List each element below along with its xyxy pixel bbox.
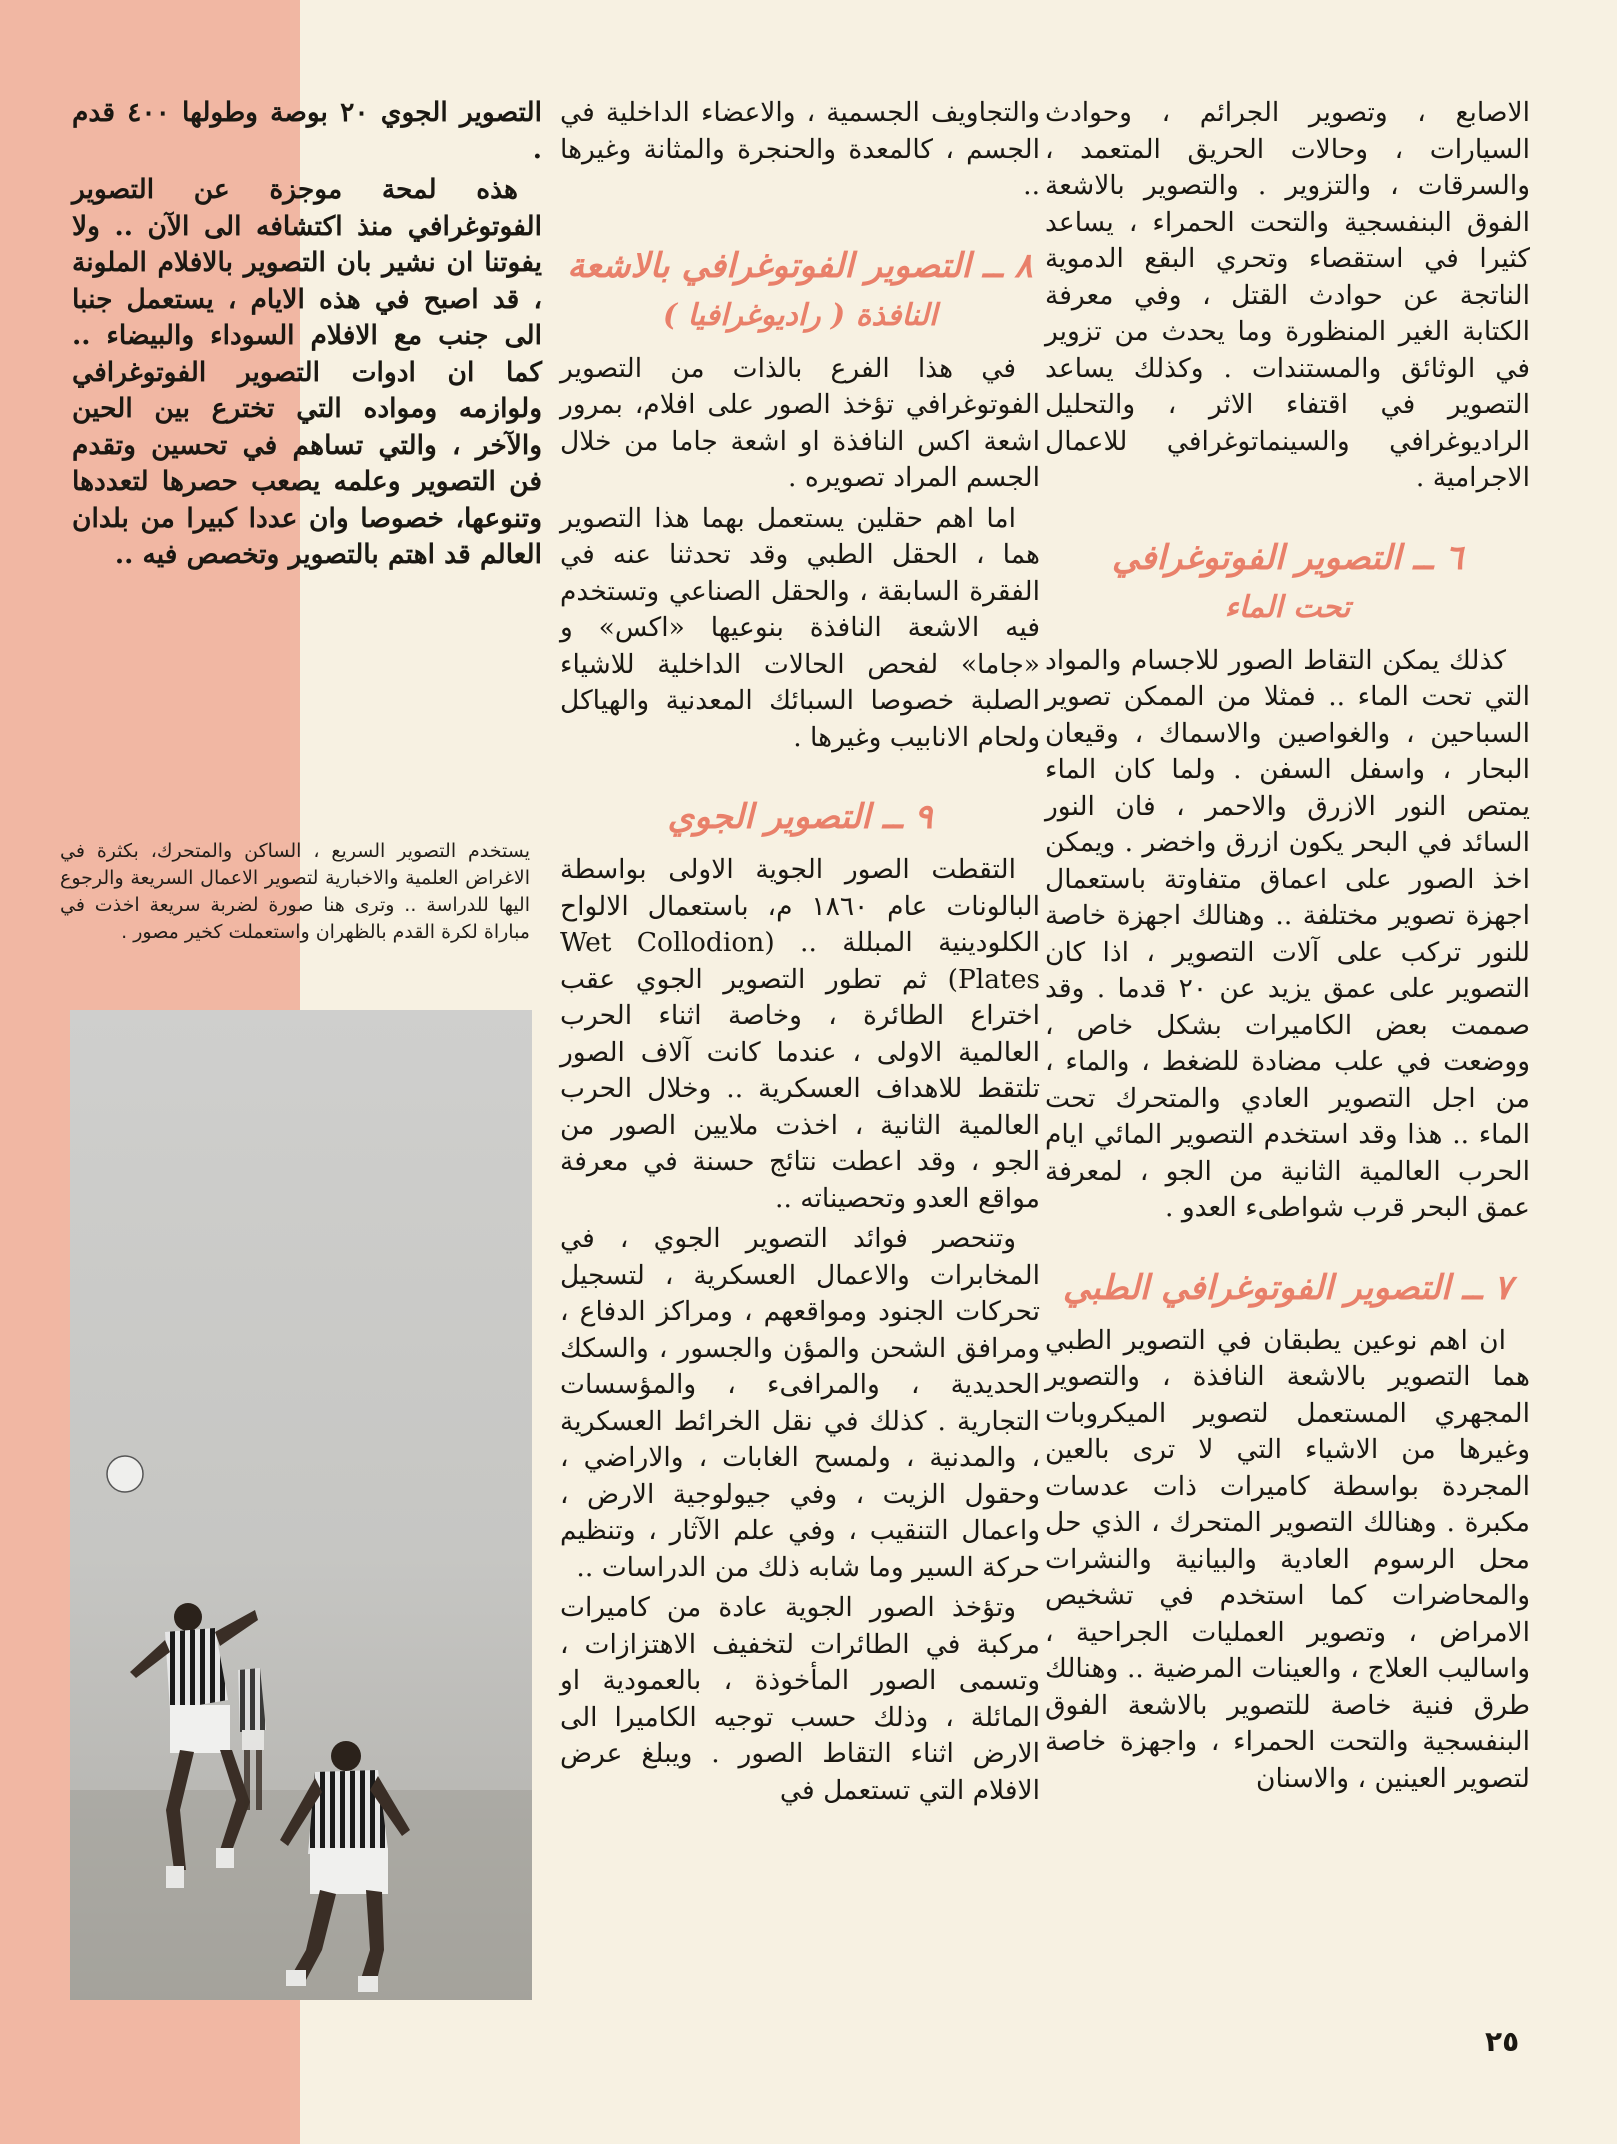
text-column-left (72, 95, 542, 578)
heading-subtitle: النافذة ( راديوغرافيا ) (662, 297, 938, 333)
section-heading-8 (560, 241, 1040, 341)
text-column-right (1045, 95, 1530, 1801)
heading-title: ٧ ــ التصوير الفوتوغرافي الطبي (1062, 1267, 1513, 1308)
heading-title: ٨ ــ التصوير الفوتوغرافي بالاشعة (567, 245, 1033, 286)
heading-title: ٦ ــ التصوير الفوتوغرافي (1111, 537, 1464, 578)
paragraph: التقطت الصور الجوية الاولى بواسطة البالونات عام ١٨٦٠ م، باستعمال الالواح الكلودينية المبللة .. (Wet Collodion Plates) ثم تطور التصوير الجوي عقب اختراع الطائرة ، وخاصة اثناء الحرب العالمية الاولى ، عندما كانت آلاف الصور تلتقط للاهداف العسكرية .. وخلال الحرب العالمية الثانية ، اخذت ملايين الصور من الجو ، وقد اعطت نتائج حسنة في معرفة مواقع العدو وتحصيناته .. (560, 854, 1040, 1214)
paragraph: اما اهم حقلين يستعمل بهما هذا التصوير هما ، الحقل الطبي وقد تحدثنا عنه في الفقرة السابقة ، والحقل الصناعي وتستخدم فيه الاشعة النافذة بنوعيها «اكس» و «جاما» لفحص الحالات الداخلية للاشياء الصلبة خصوصا السبائك المعدنية والهياكل ولحام الانابيب وغيرها . (560, 502, 1040, 753)
paragraph: والتجاويف الجسمية ، والاعضاء الداخلية في الجسم ، كالمعدة والحنجرة والمثانة وغيرها .. (560, 97, 1040, 201)
ball-icon (107, 1456, 143, 1492)
text-column-middle (560, 95, 1040, 1813)
section-heading-6 (1045, 533, 1530, 633)
paragraph: التصوير الجوي ٢٠ بوصة وطولها ٤٠٠ قدم . (72, 97, 542, 165)
paragraph: هذه لمحة موجزة عن التصوير الفوتوغرافي منذ اكتشافه الى الآن .. ولا يفوتنا ان نشير بان التصوير بالافلام الملونة ، قد اصبح في هذه الايام ، يستعمل جنبا الى جنب مع الافلام السوداء والبيضاء .. كما ان ادوات التصوير الفوتوغرافي ولوازمه ومواده التي تخترع بين الحين والآخر ، والتي تساهم في تحسين وتقدم فن التصوير وعلمه يصعب حصرها لتعددها وتنوعها، خصوصا وان عددا كبيرا من بلدان العالم قد اهتم بالتصوير وتخصص فيه .. (72, 174, 542, 570)
paragraph: وتؤخذ الصور الجوية عادة من كاميرات مركبة في الطائرات لتخفيف الاهتزازات ، وتسمى الصور المأخوذة ، بالعمودية او المائلة ، وذلك حسب توجيه الكاميرا الى الارض اثناء التقاط الصور . ويبلغ عرض الافلام التي تستعمل في (560, 1592, 1040, 1806)
heading-subtitle: تحت الماء (1224, 589, 1351, 625)
paragraph: وتنحصر فوائد التصوير الجوي ، في المخابرات والاعمال العسكرية ، لتسجيل تحركات الجنود ومواقعهم ، ومراكز الدفاع ، ومرافق الشحن والمؤن والجسور ، والسكك الحديدية ، والمرافىء ، والمؤسسات التجارية . كذلك في نقل الخرائط العسكرية ، والمدنية ، ولمسح الغابات ، والاراضي ، وحقول الزيت ، وفي جيولوجية الارض ، واعمال التنقيب ، وفي علم الآثار ، وتنظيم حركة السير وما شابه ذلك من الدراسات .. (560, 1223, 1040, 1583)
section-heading-9 (560, 792, 1040, 842)
paragraph: في هذا الفرع بالذات من التصوير الفوتوغرافي تؤخذ الصور على افلام، بمرور اشعة اكس النافذة او اشعة جاما من خلال الجسم المراد تصويره . (560, 352, 1040, 493)
page-number: ٢٥ (1485, 2025, 1520, 2058)
football-illustration (70, 1010, 532, 2000)
paragraph: الاصابع ، وتصوير الجرائم ، وحوادث السيارات ، وحالات الحريق المتعمد ، والسرقات ، والتزوير . والتصوير بالاشعة الفوق البنفسجية والتحت الحمراء ، يساعد كثيرا في استقصاء وتحري البقع الدموية الناتجة عن حوادث القتل ، وفي معرفة الكتابة الغير المنظورة وما يحدث من تزوير في الوثائق والمستندات . وكذلك يساعد التصوير في اقتفاء الاثر ، والتحليل الراديوغرافي والسينماتوغرافي للاعمال الاجرامية . (1045, 97, 1530, 493)
paragraph: كذلك يمكن التقاط الصور للاجسام والمواد التي تحت الماء .. فمثلا من الممكن تصوير السباحين ، والغواصين والاسماك ، وقيعان البحار ، واسفل السفن . ولما كان الماء يمتص النور الازرق والاحمر ، فان النور السائد في البحر يكون ازرق واخضر . ويمكن اخذ الصور على اعماق متفاوتة باستعمال اجهزة تصوير مختلفة .. وهنالك اجهزة خاصة للنور تركب على آلات التصوير ، اذا كان التصوير على عمق يزيد عن ٢٠ قدما . وقد صممت بعض الكاميرات بشكل خاص ، ووضعت في علب مضادة للضغط ، والماء ، من اجل التصوير العادي والمتحرك تحت الماء .. هذا وقد استخدم التصوير المائي ايام الحرب العالمية الثانية من الجو ، لمعرفة عمق البحر قرب شواطىء العدو . (1045, 644, 1530, 1223)
section-heading-7 (1045, 1263, 1530, 1313)
heading-title: ٩ ــ التصوير الجوي (667, 797, 933, 837)
paragraph: ان اهم نوعين يطبقان في التصوير الطبي هما التصوير بالاشعة النافذة ، والتصوير المجهري المستعمل لتصوير الميكروبات وغيرها من الاشياء التي لا ترى بالعين المجردة بواسطة كاميرات ذات عدسات مكبرة . وهنالك التصوير المتحرك ، الذي حل محل الرسوم العادية والبيانية والنشرات والمحاضرات كما استخدم في تشخيص الامراض ، وتصوير العمليات الجراحية ، واساليب العلاج ، والعينات المرضية .. وهنالك طرق فنية خاصة للتصوير بالاشعة الفوق البنفسجية والتحت الحمراء ، واجهزة خاصة لتصوير العينين ، والاسنان (1045, 1324, 1530, 1794)
photo-caption: يستخدم التصوير السريع ، الساكن والمتحرك، بكثرة في الاغراض العلمية والاخبارية لتصوير الاعمال السريعة والرجوع اليها للدراسة .. وترى هنا صورة لضربة سريعة اخذت في مباراة لكرة القدم بالظهران واستعملت كخير مصور . (60, 840, 530, 943)
football-photo (70, 1010, 532, 2000)
